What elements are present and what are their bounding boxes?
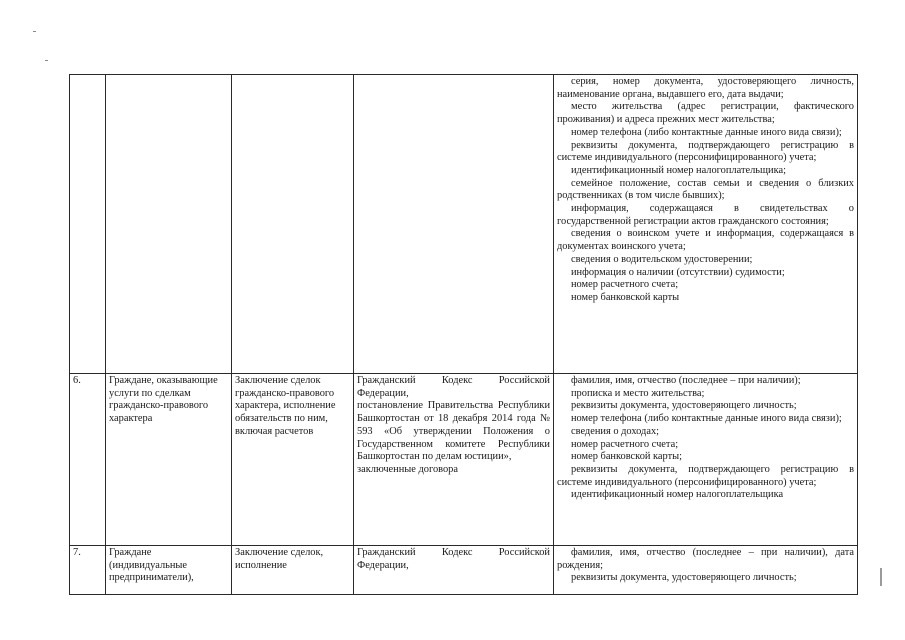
data-item: информация о наличии (отсутствии) судимости; <box>571 266 785 278</box>
data-list-cell <box>554 75 858 374</box>
data-item: место жительства (адрес регистрации, фактического проживания) и адреса прежних мест жительства; <box>557 101 854 126</box>
data-item: номер расчетного счета; <box>571 279 679 291</box>
data-item: реквизиты документа, подтверждающего регистрацию в системе индивидуального (персонифицированного) учета; <box>557 139 854 164</box>
data-item: номер телефона (либо контактные данные иного вида связи); <box>571 413 842 425</box>
data-list-cell <box>554 374 858 546</box>
data-item: прописка и место жительства; <box>571 387 705 399</box>
data-list-cell <box>554 546 858 595</box>
data-item: информация, содержащаяся в свидетельствах о государственной регистрации актов гражданского состояния; <box>557 203 854 227</box>
legal-basis-cell <box>354 546 554 595</box>
data-item: реквизиты документа, подтверждающего регистрацию в системе индивидуального (персонифицированного) учета; <box>557 463 854 488</box>
personal-data-table <box>69 74 858 595</box>
subjects-cell: Граждане (индивидуальные предприниматели), <box>106 546 232 595</box>
basis-item: Гражданский Кодекс Российской Федерации, <box>357 547 550 571</box>
table-row <box>70 374 858 546</box>
basis-item: постановление Правительства Республики Башкортостан от 18 декабря 2014 года № 593 «Об утверждении Положения о Государственном комитете Республики Башкортостан по делам юстиции», <box>357 400 550 463</box>
data-item: номер телефона (либо контактные данные иного вида связи); <box>571 126 842 138</box>
scan-edge-mark <box>880 568 882 586</box>
purpose-cell <box>232 75 354 374</box>
basis-item: заключенные договора <box>357 463 458 475</box>
legal-basis-cell <box>354 75 554 374</box>
data-item: семейное положение, состав семьи и сведения о близких родственниках (в том числе бывших); <box>557 177 854 202</box>
data-item: фамилия, имя, отчество (последнее – при наличии); <box>571 375 801 386</box>
data-item: номер расчетного счета; <box>571 438 679 450</box>
data-item: номер банковской карты <box>571 291 680 303</box>
table-row <box>70 75 858 374</box>
data-item: серия, номер документа, удостоверяющего личность, наименование органа, выдавшего его, дата выдачи; <box>557 76 854 100</box>
data-item: идентификационный номер налогоплательщика <box>571 489 784 501</box>
data-item: реквизиты документа, удостоверяющего личность; <box>571 572 797 584</box>
scan-speck <box>33 31 36 32</box>
row-number-cell <box>70 75 106 374</box>
row-number-cell: 7. <box>70 546 106 595</box>
row-number-cell: 6. <box>70 374 106 546</box>
data-item: фамилия, имя, отчество (последнее – при наличии), дата рождения; <box>557 547 854 571</box>
subjects-cell: Граждане, оказывающие услуги по сделкам гражданско-правового характера <box>106 374 232 546</box>
data-item: сведения о доходах; <box>571 425 660 437</box>
legal-basis-cell <box>354 374 554 546</box>
table-row <box>70 546 858 595</box>
data-item: сведения о водительском удостоверении; <box>571 253 753 265</box>
data-item: номер банковской карты; <box>571 451 683 463</box>
purpose-cell: Заключение сделок, исполнение <box>232 546 354 595</box>
purpose-cell: Заключение сделок гражданско-правового характера, исполнение обязательств по ним, включая расчетов <box>232 374 354 546</box>
subjects-cell <box>106 75 232 374</box>
data-item: реквизиты документа, удостоверяющего личность; <box>571 400 797 412</box>
basis-item: Гражданский Кодекс Российской Федерации, <box>357 375 550 399</box>
scan-speck <box>45 60 48 61</box>
data-item: идентификационный номер налогоплательщика; <box>571 164 786 176</box>
data-item: сведения о воинском учете и информация, содержащаяся в документах воинского учета; <box>557 228 854 253</box>
